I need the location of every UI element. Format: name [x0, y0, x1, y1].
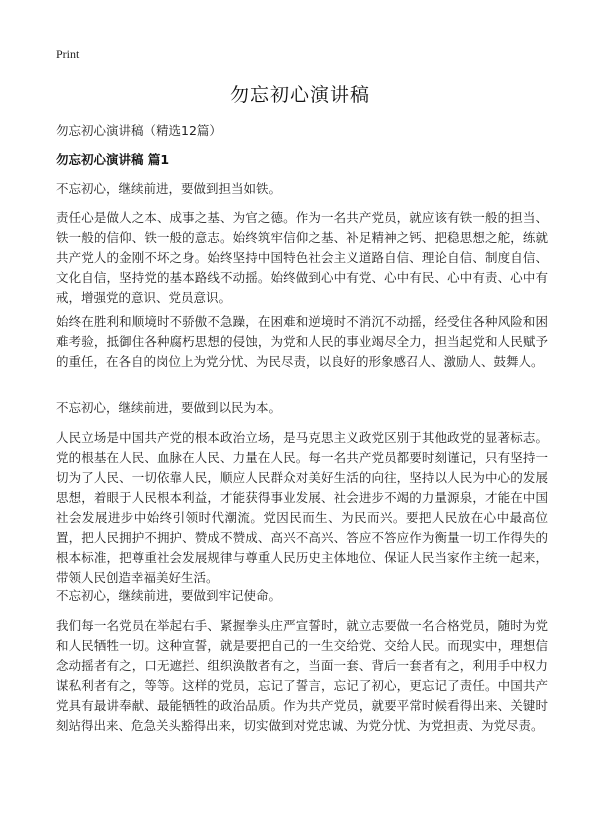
document-subtitle: 勿忘初心演讲稿（精选12篇）: [56, 123, 222, 138]
paragraph-5: 人民立场是中国共产党的根本政治立场，是马克思主义政党区别于其他政党的显著标志。党的根基在人民、血脉在人民、力量在人民。每一名共产党员都要时刻谨记，只有坚持一切为了人民、一切依靠人民，顺应人民群众对美好生活的向往，坚持以人民为中心的发展思想，着眼于人民根本利益，才能获得事业发展、社会进步不竭的力量源泉，才能在中国社会发展进步中始终引领时代潮流。党因民而生、为民而兴。要把人民放在心中最高位置，把人民拥护不拥护、赞成不赞成、高兴不高兴、答应不答应作为衡量一切工作得失的根本标准，把尊重社会发展规律与尊重人民历史主体地位、保证人民当家作主统一起来，带领人民创造幸福美好生活。: [56, 430, 548, 585]
paragraph-4: 不忘初心，继续前进，要做到以民为本。: [56, 400, 282, 415]
page-title: 勿忘初心演讲稿: [229, 84, 370, 106]
paragraph-3: 始终在胜利和顺境时不骄傲不急躁，在困难和逆境时不消沉不动摇，经受住各种风险和困难考验，抵御住各种腐朽思想的侵蚀，为党和人民的事业竭尽全力，担当起党和人民赋予的重任，在各自的岗位上为党分忧、为民尽责，以良好的形象感召人、激励人、鼓舞人。: [56, 314, 548, 369]
paragraph-7: 我们每一名党员在举起右手、紧握拳头庄严宣誓时，就立志要做一名合格党员，随时为党和人民牺牲一切。这种宣誓，就是要把自己的一生交给党、交给人民。而现实中，理想信念动摇者有之，口无遮拦、组织涣散者有之，当面一套、背后一套者有之，利用手中权力谋私利者有之，等等。这样的党员，忘记了誓言，忘记了初心，更忘记了责任。中国共产党具有最讲奉献、最能牺牲的政治品质。作为共产党员，就要平常时候看得出来、关键时刻站得出来、危急关头豁得出来，切实做到对党忠诚、为党分忧、为党担责、为党尽责。: [56, 618, 548, 733]
print-link[interactable]: Print: [56, 47, 80, 61]
paragraph-6: 不忘初心，继续前进，要做到牢记使命。: [56, 588, 282, 603]
paragraph-1: 不忘初心，继续前进，要做到担当如铁。: [56, 181, 282, 196]
paragraph-2: 责任心是做人之本、成事之基、为官之德。作为一名共产党员，就应该有铁一般的担当、铁一般的信仰、铁一般的意志。始终筑牢信仰之基、补足精神之钙、把稳思想之舵，练就共产党人的金刚不坏之身。始终坚持中国特色社会主义道路自信、理论自信、制度自信、文化自信，坚持党的基本路线不动摇。始终做到心中有党、心中有民、心中有责、心中有戒，增强党的意识、党员意识。: [56, 210, 548, 305]
section-heading: 勿忘初心演讲稿 篇1: [56, 152, 170, 167]
